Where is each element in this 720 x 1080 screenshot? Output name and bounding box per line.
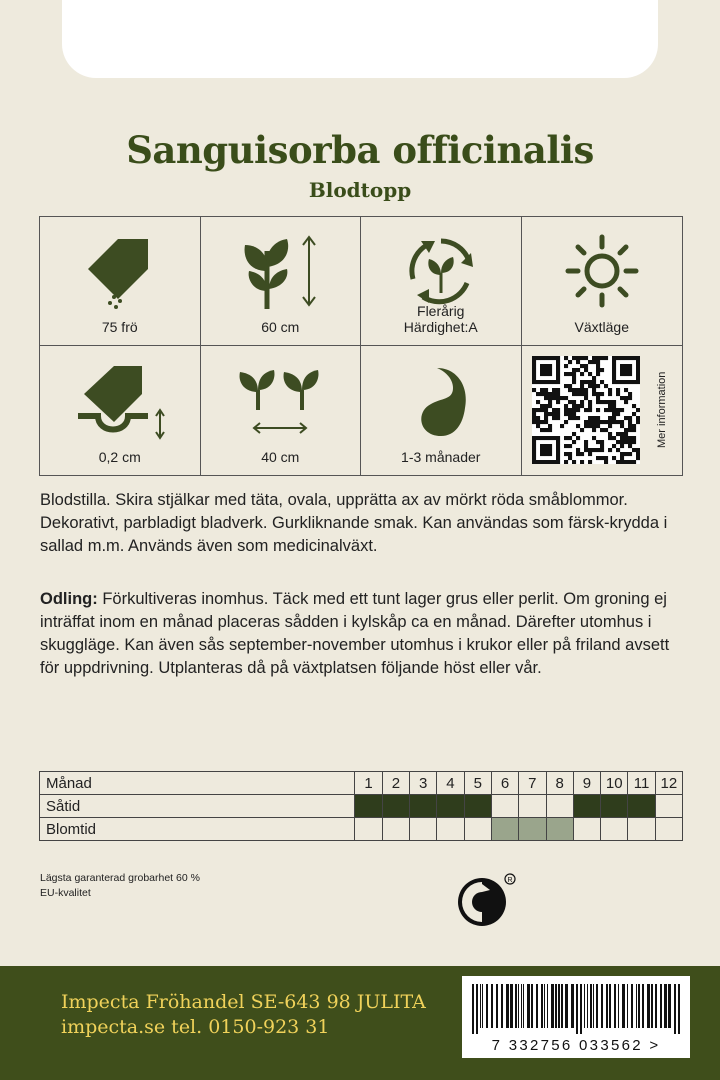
calendar-empty-cell: [655, 818, 682, 841]
barcode-number: [462, 1037, 690, 1054]
hang-hole-cutout: [62, 0, 658, 78]
month-cell: 9: [573, 772, 600, 795]
sow-time-label: Såtid: [40, 795, 355, 818]
germination-icon: [401, 360, 481, 440]
calendar-empty-cell: [410, 818, 437, 841]
info-cell-lifecycle: [361, 217, 522, 346]
calendar-empty-cell: [519, 795, 546, 818]
depth-label: 0,2 cm: [98, 449, 141, 465]
month-cell: 11: [628, 772, 655, 795]
info-cell-height: [201, 217, 362, 346]
seed-count-label: 75 frö: [101, 319, 138, 335]
lifecycle-label: Flerårig Härdighet:A: [403, 303, 478, 335]
fine-print: [40, 871, 200, 901]
calendar-sow-cell: [464, 795, 491, 818]
month-header-label: Månad: [40, 772, 355, 795]
calendar-bloom-cell: [546, 818, 573, 841]
calendar-sow-cell: [573, 795, 600, 818]
month-cell: 4: [437, 772, 464, 795]
barcode-first-digit: 7: [491, 1037, 503, 1054]
calendar-empty-cell: [382, 818, 409, 841]
sowing-depth-icon: [72, 360, 168, 440]
month-cell: 6: [491, 772, 518, 795]
calendar-bloom-cell: [519, 818, 546, 841]
bloom-time-label: Blomtid: [40, 818, 355, 841]
location-label: Växtläge: [574, 319, 629, 335]
info-icon-grid: [39, 216, 683, 476]
calendar-empty-cell: [464, 818, 491, 841]
calendar-sow-cell: [601, 795, 628, 818]
calendar-empty-cell: [355, 818, 382, 841]
month-cell: 5: [464, 772, 491, 795]
more-info-label: Mer information: [656, 371, 668, 449]
page-title: Sanguisorba officinalis: [126, 128, 594, 172]
month-cell: 3: [410, 772, 437, 795]
plant-spacing-icon: [232, 360, 328, 440]
cultivation-text: [40, 588, 684, 680]
page-subtitle: Blodtopp: [308, 178, 412, 202]
calendar-sow-cell: [437, 795, 464, 818]
qr-code-icon[interactable]: [532, 356, 640, 464]
svg-text:R: R: [507, 877, 513, 884]
plant-height-icon: [235, 231, 325, 311]
info-cell-spacing: [201, 346, 362, 475]
calendar-sow-cell: [628, 795, 655, 818]
perennial-cycle-icon: [401, 231, 481, 311]
ean-barcode: [462, 976, 690, 1058]
germination-guarantee: Lägsta garanterad grobarhet 60 %: [40, 872, 200, 884]
calendar-empty-cell: [628, 818, 655, 841]
description-text: Blodstilla. Skira stjälkar med täta, ovala, upprätta ax av mörkt röda småblommor. Dekorativt, parbladigt bladverk. Gurkliknande smak. Kan användas som färsk-krydda i sallad m.m. Används även som medicinalväxt.: [40, 491, 668, 555]
calendar-sow-cell: [410, 795, 437, 818]
info-cell-germination: [361, 346, 522, 475]
calendar-empty-cell: [546, 795, 573, 818]
germination-label: 1-3 månader: [401, 449, 481, 465]
calendar-empty-cell: [573, 818, 600, 841]
cultivation-body: Förkultiveras inomhus. Täck med ett tunt lager grus eller perlit. Om groning ej inträffat inom en månad placeras sådden i kylskåp ca en månad. Därefter utomhus i skuggläge. Kan även sås september-november utomhus i krukor eller på friland avsett för uppdrivning. Utplanteras då på växtplatsen följande höst eller vår.: [40, 590, 670, 677]
month-cell: 10: [601, 772, 628, 795]
eu-quality: EU-kvalitet: [40, 887, 91, 899]
sun-icon: [562, 231, 642, 311]
barcode-left-digits: 332756: [508, 1037, 573, 1054]
calendar-sow-cell: [355, 795, 382, 818]
barcode-right-digits: 033562: [579, 1037, 643, 1054]
contact-line: impecta.se tel. 0150-923 31: [61, 1016, 330, 1038]
info-cell-depth: [40, 346, 201, 475]
month-cell: 12: [655, 772, 682, 795]
spacing-label: 40 cm: [261, 449, 300, 465]
calendar-row-sow: [40, 795, 683, 818]
calendar-empty-cell: [655, 795, 682, 818]
calendar-empty-cell: [491, 795, 518, 818]
barcode-bars: [470, 984, 682, 1034]
cultivation-label: Odling:: [40, 590, 98, 608]
info-cell-qr: [522, 346, 683, 475]
barcode-end-mark: >: [649, 1037, 661, 1054]
info-cell-location: [522, 217, 683, 346]
month-cell: 1: [355, 772, 382, 795]
calendar-sow-cell: [382, 795, 409, 818]
green-dot-recycle-icon: [456, 872, 518, 928]
calendar-bloom-cell: [491, 818, 518, 841]
calendar-header-row: [40, 772, 683, 795]
calendar-empty-cell: [601, 818, 628, 841]
height-label: 60 cm: [261, 319, 300, 335]
month-cell: 8: [546, 772, 573, 795]
info-cell-seeds: [40, 217, 201, 346]
sowing-calendar: [39, 771, 683, 841]
calendar-row-bloom: [40, 818, 683, 841]
company-address: [61, 990, 426, 1040]
month-cell: 7: [519, 772, 546, 795]
month-cell: 2: [382, 772, 409, 795]
seed-packet-icon: [80, 231, 160, 311]
calendar-empty-cell: [437, 818, 464, 841]
company-line: Impecta Fröhandel SE-643 98 JULITA: [61, 991, 426, 1013]
